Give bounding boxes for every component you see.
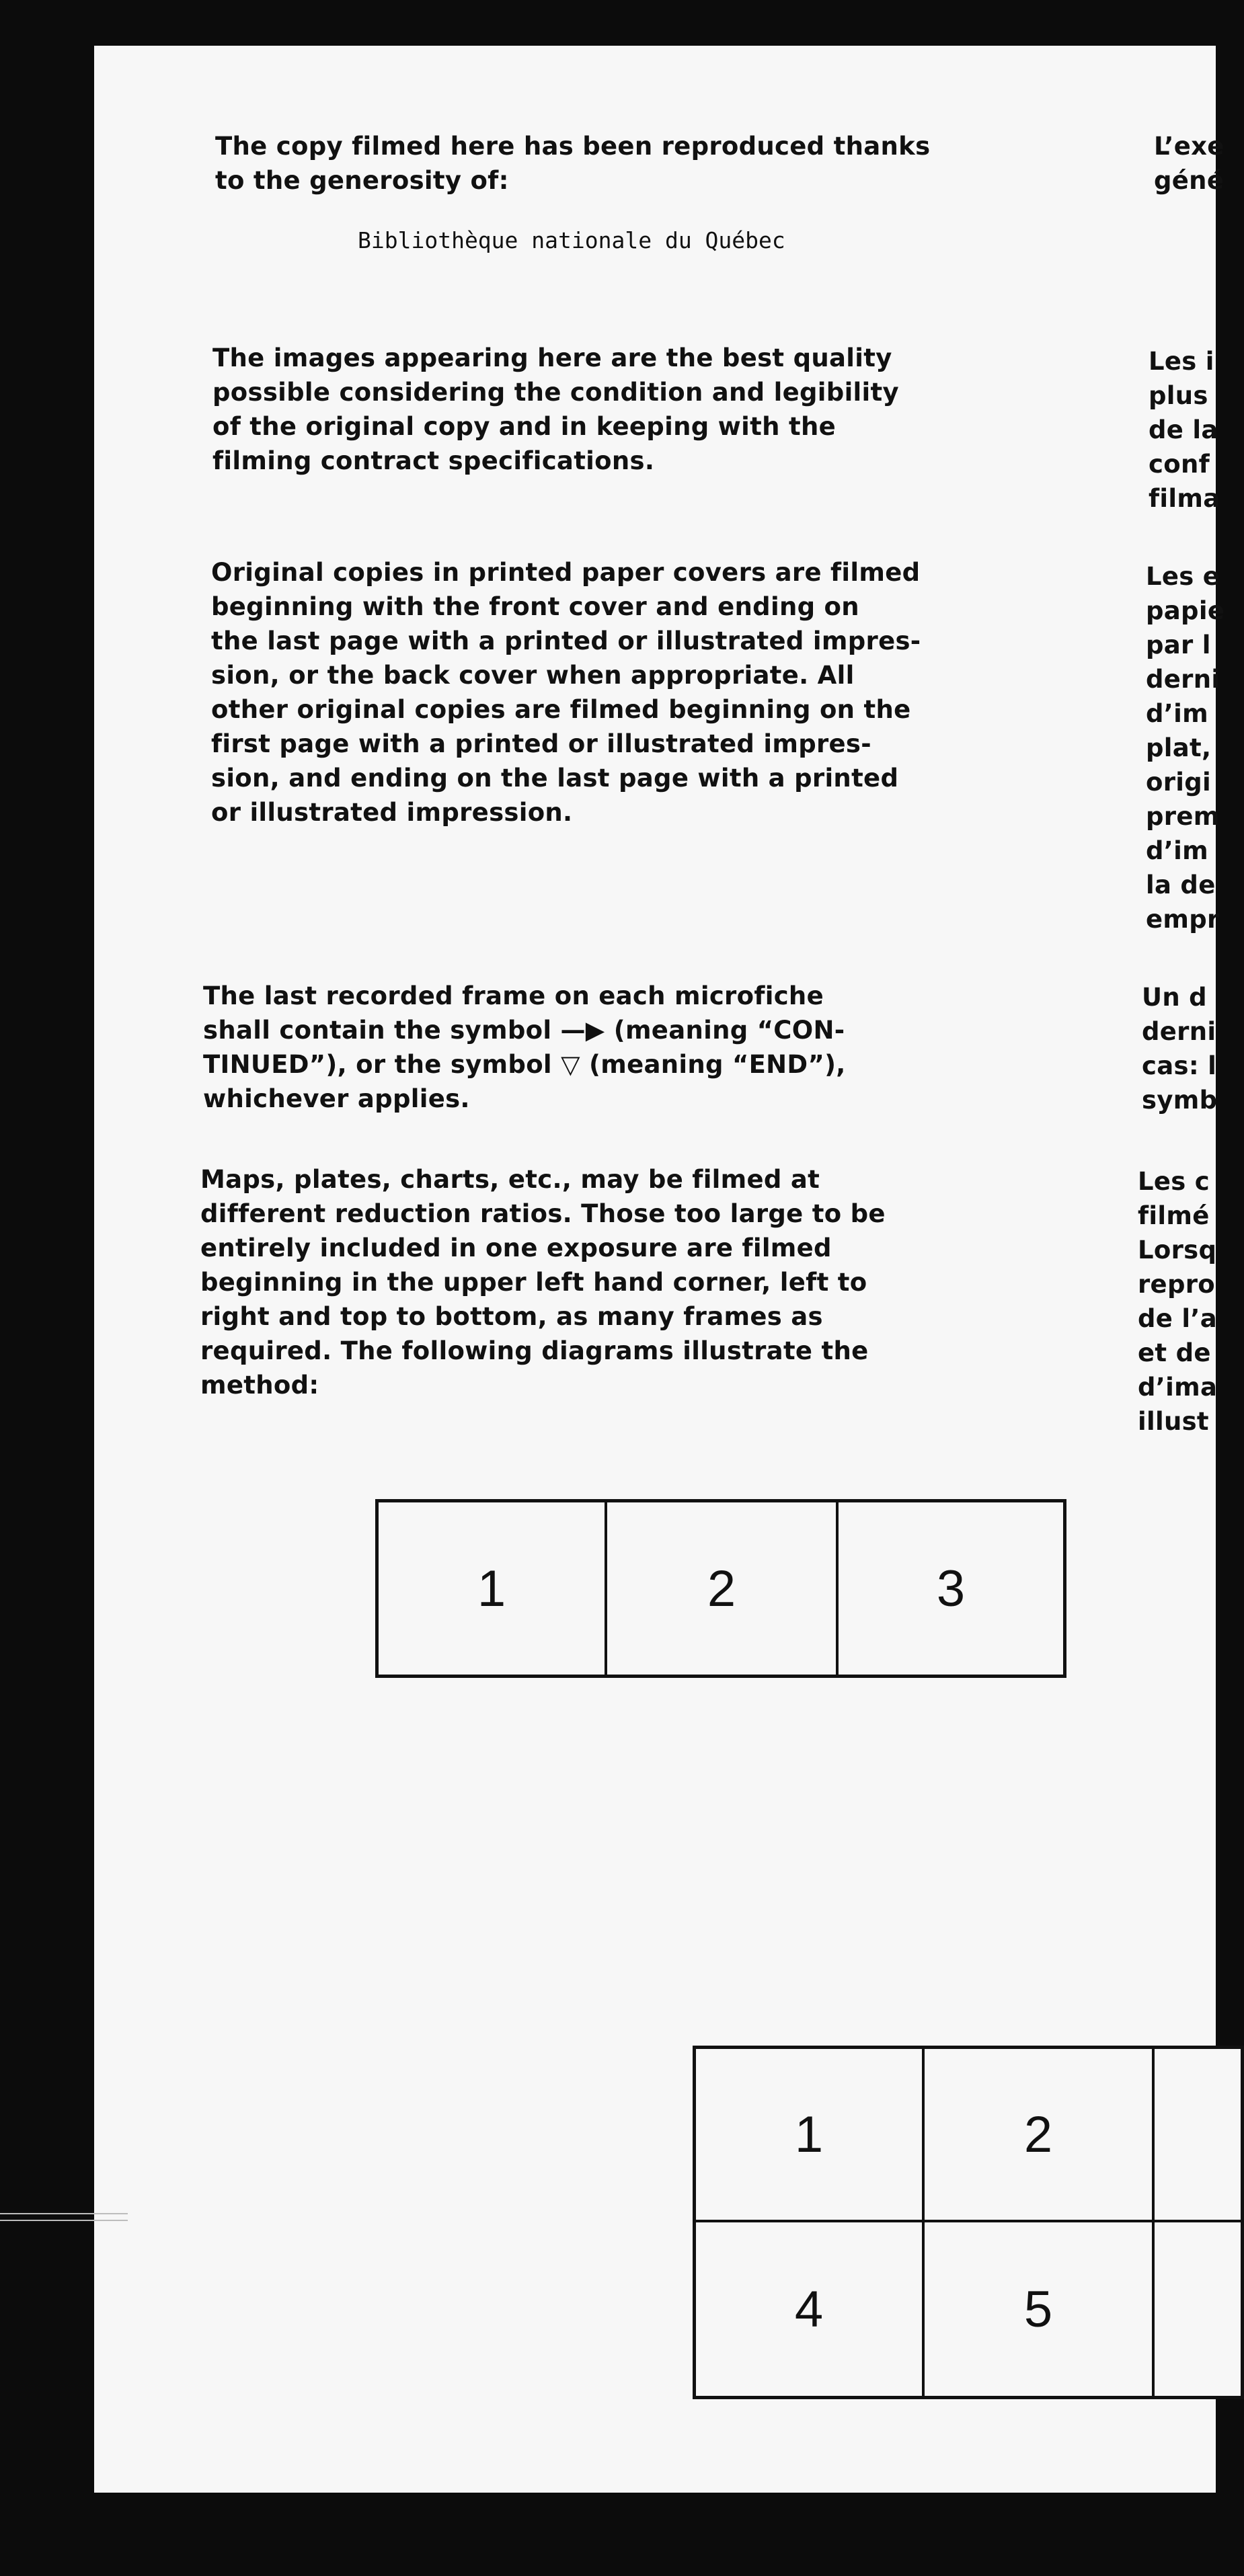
- french-copies-fragment: Les e papie par l derni d’im plat, origi prem d’im la de empr: [1146, 562, 1225, 934]
- frame-grid-diagram: [693, 2046, 1244, 2399]
- grid-cell: [1155, 2222, 1241, 2396]
- frame-cell: 2: [607, 1502, 839, 1675]
- library-name: Bibliothèque nationale du Québec: [358, 227, 785, 253]
- scan-edge-line: [0, 2220, 128, 2221]
- grid-cell: 4: [696, 2222, 925, 2396]
- french-thanks-fragment: L’exe géné: [1154, 132, 1224, 195]
- image-quality-paragraph: The images appearing here are the best quality possible considering the condition and legibility of the original copy and in keeping with the filming contract specifications.: [212, 344, 899, 475]
- original-copies-paragraph: Original copies in printed paper covers are filmed beginning with the front cover and ending on the last page with a printed or illustrated impres- sion, or the back cover when appropriate. All other original copies are filmed beginning on the first page with a printed or illustrated impres- sion, and ending on the last page with a printed or illustrated impression.: [211, 558, 921, 827]
- grid-cell: 5: [925, 2222, 1155, 2396]
- scan-edge-line: [0, 2213, 128, 2214]
- thanks-paragraph: The copy filmed here has been reproduced thanks to the generosity of:: [215, 132, 931, 195]
- french-symbol-fragment: Un d derni cas: l symb: [1142, 983, 1218, 1115]
- french-maps-fragment: Les c filmé Lorsq repro de l’a et de d’ima illust: [1138, 1167, 1218, 1436]
- maps-plates-paragraph: Maps, plates, charts, etc., may be filmed at different reduction ratios. Those too large to be entirely included in one exposure are filmed beginning in the upper left hand corner, left to right and top to bottom, as many frames as required. The following diagrams illustrate the method:: [200, 1165, 886, 1400]
- microfiche-symbol-paragraph: The last recorded frame on each microfiche shall contain the symbol —▶ (meaning “CON- TINUED”), or the symbol ▽ (meaning “END”), whichever applies.: [203, 981, 846, 1113]
- frame-cell: 3: [936, 1560, 966, 1617]
- frame-sequence-diagram: [375, 1499, 1066, 1678]
- grid-cell: [1155, 2049, 1241, 2222]
- grid-cell: 1: [696, 2049, 925, 2222]
- frame-cell: 1: [379, 1502, 607, 1675]
- french-quality-fragment: Les i plus de la conf filma: [1149, 347, 1220, 513]
- grid-cell: 2: [925, 2049, 1155, 2222]
